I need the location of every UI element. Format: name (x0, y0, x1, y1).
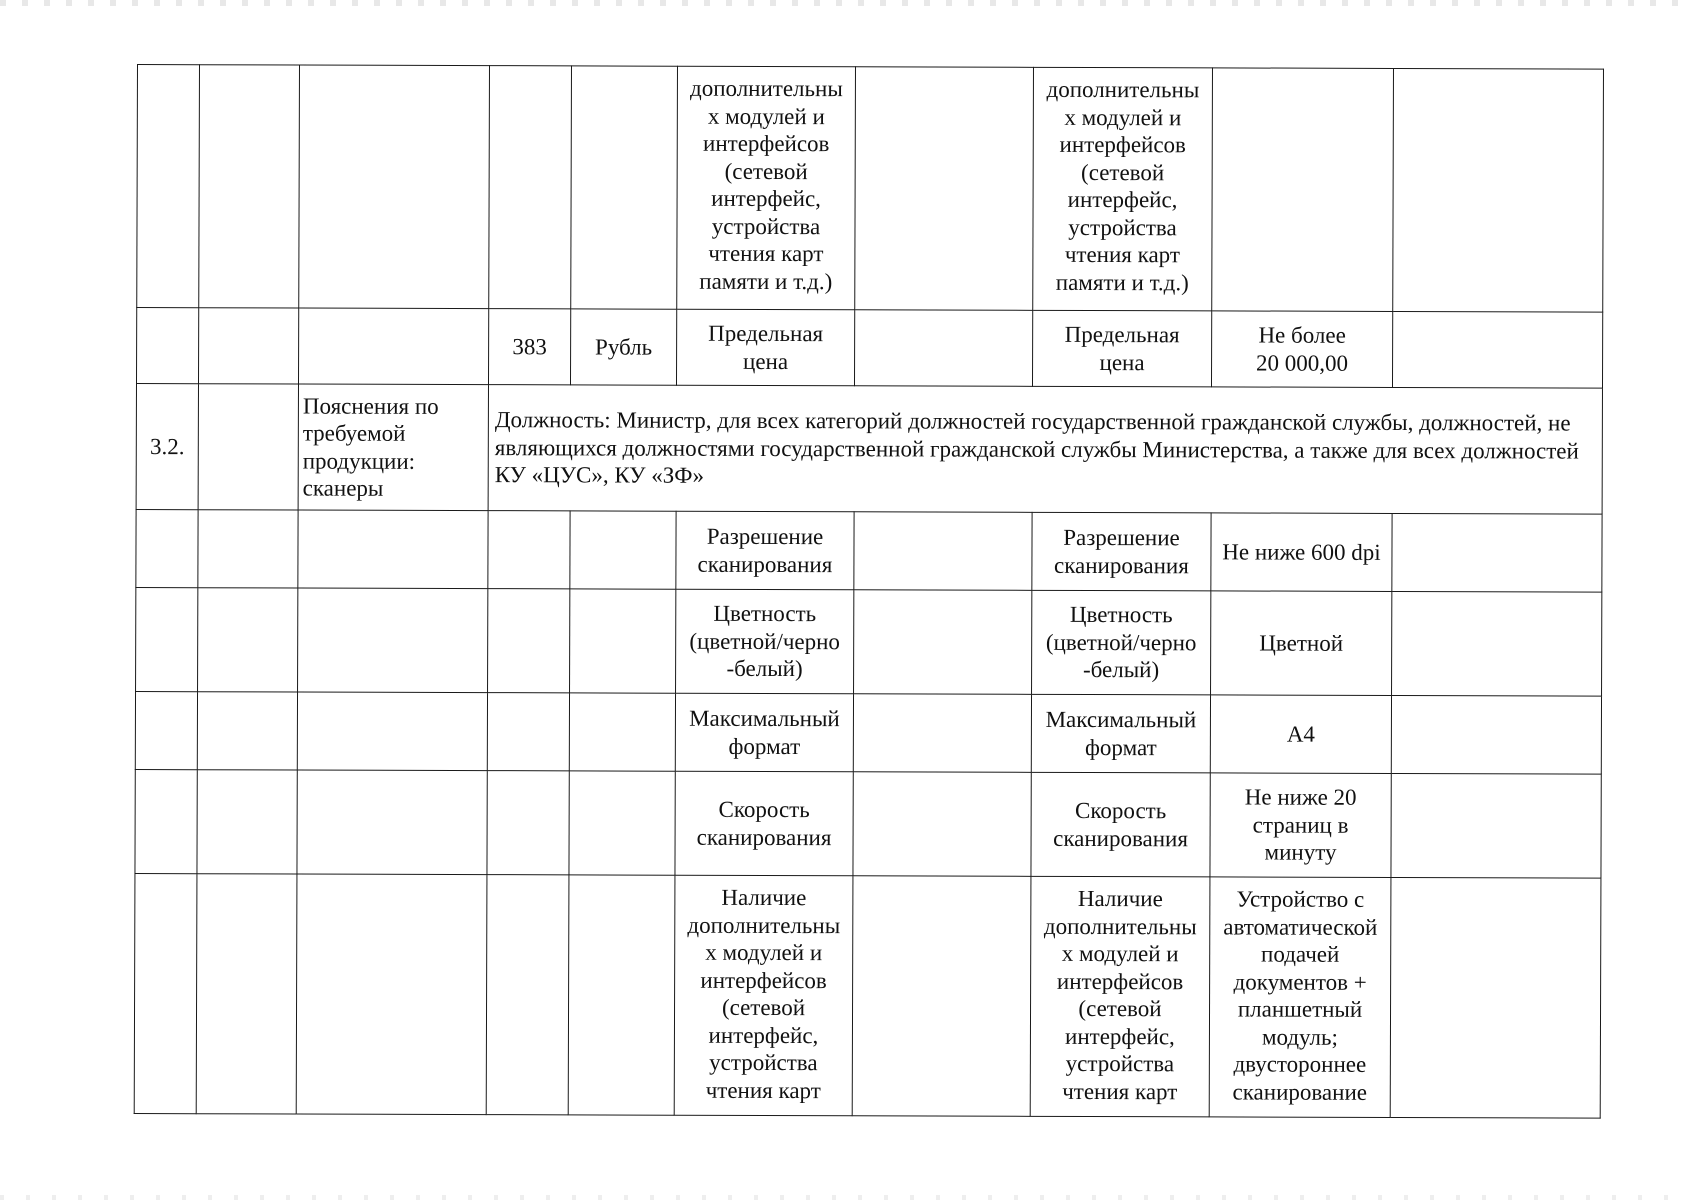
cell-value (1212, 68, 1394, 312)
cell-characteristic: Разрешение сканирования (676, 511, 854, 590)
cell-value-approved (853, 694, 1031, 773)
cell-characteristic-2: Максимальный формат (1031, 694, 1210, 773)
cell-okei-unit (568, 875, 675, 1115)
cell-name (297, 770, 487, 875)
cell-characteristic: Наличие дополнительны х модулей и интерфейсов (сетевой интерфейс, устройства чтения карт (674, 875, 853, 1116)
cell-number (137, 65, 200, 308)
table-row-continuation (137, 65, 1604, 313)
cell-characteristic-2: Цветность (цветной/черно -белый) (1032, 590, 1211, 695)
table-row-modules (134, 873, 1601, 1118)
cell-value: А4 (1210, 695, 1391, 774)
cell-characteristic-2: дополнительны х модулей и интерфейсов (сетевой интерфейс, устройства чтения карт памяти и т.д.) (1033, 67, 1213, 311)
cell-value-approved (853, 772, 1031, 877)
table-row-format (135, 691, 1601, 774)
cell-value: Не ниже 600 dpi (1211, 513, 1392, 592)
cell-justification (1393, 68, 1604, 312)
cell-number (134, 873, 197, 1113)
table-row-price (136, 308, 1602, 389)
cell-justification (1391, 773, 1601, 878)
cell-characteristic: Максимальный формат (675, 693, 853, 772)
cell-okei-code (489, 66, 572, 309)
cell-okei-code: 383 (488, 309, 570, 385)
cell-value-approved (855, 67, 1034, 311)
cell-okei-unit (571, 66, 678, 309)
cell-characteristic-2: Предельная цена (1032, 310, 1211, 387)
cell-code (196, 874, 297, 1114)
scan-artifact-top (0, 0, 1686, 6)
section-label: Пояснения по требуемой продукции: сканеры (298, 384, 488, 511)
cell-value: Цветной (1211, 591, 1392, 696)
table-row-color (136, 587, 1602, 696)
cell-justification (1392, 513, 1602, 592)
cell-justification (1390, 877, 1601, 1118)
cell-okei-code (487, 771, 569, 875)
cell-okei-code (487, 693, 569, 771)
cell-code (198, 308, 298, 384)
cell-value-approved (854, 512, 1032, 591)
cell-name (297, 692, 487, 771)
cell-code (198, 384, 298, 510)
table-row-section (136, 384, 1602, 515)
cell-okei-unit (570, 511, 676, 589)
cell-name (299, 65, 490, 309)
cell-name (298, 510, 488, 589)
cell-number (136, 509, 198, 587)
cell-value-approved (852, 876, 1031, 1117)
cell-code (199, 65, 300, 308)
table-row-resolution (136, 509, 1602, 592)
cell-characteristic-2: Разрешение сканирования (1032, 512, 1211, 591)
cell-characteristic-2: Наличие дополнительны х модулей и интерфейсов (сетевой интерфейс, устройства чтения карт (1030, 876, 1210, 1117)
cell-okei-unit (569, 693, 675, 771)
cell-characteristic: Предельная цена (676, 309, 854, 386)
cell-okei-code (486, 875, 569, 1115)
cell-okei-unit (570, 589, 676, 693)
cell-characteristic-2: Скорость сканирования (1031, 772, 1210, 877)
cell-code (198, 588, 298, 692)
cell-okei-code (488, 589, 570, 693)
table-row-speed (135, 769, 1601, 878)
cell-number (135, 769, 197, 873)
specification-table (134, 64, 1604, 1119)
cell-justification (1392, 311, 1602, 388)
cell-number (135, 691, 197, 769)
cell-code (198, 510, 298, 588)
cell-okei-unit: Рубль (570, 309, 676, 385)
cell-name (298, 588, 488, 693)
cell-characteristic: Скорость сканирования (675, 771, 853, 876)
cell-name (296, 874, 487, 1115)
cell-okei-unit (569, 771, 675, 875)
cell-justification (1391, 695, 1601, 774)
cell-characteristic: Цветность (цветной/черно -белый) (676, 589, 854, 694)
scan-artifact-bottom (0, 1195, 1686, 1200)
section-number: 3.2. (136, 384, 198, 510)
cell-code (197, 692, 297, 770)
cell-value: Не более 20 000,00 (1211, 311, 1392, 388)
cell-okei-code (488, 511, 570, 589)
cell-code (197, 770, 297, 874)
cell-value: Не ниже 20 страниц в минуту (1210, 773, 1391, 878)
cell-value-approved (854, 310, 1032, 387)
section-description: Должность: Министр, для всех категорий должностей государственной гражданской службы, должностей, не являющихся должностями государственной гражданской службы Министерства, а также для всех должностей КУ «ЦУС», КУ «ЗФ» (488, 385, 1602, 514)
cell-characteristic: дополнительны х модулей и интерфейсов (сетевой интерфейс, устройства чтения карт памяти и т.д.) (677, 66, 856, 310)
cell-name (298, 308, 488, 385)
cell-justification (1392, 591, 1602, 696)
cell-number (136, 587, 198, 691)
cell-number (136, 308, 198, 384)
cell-value: Устройство с автоматической подачей документов + планшетный модуль; двустороннее сканирование (1209, 877, 1391, 1118)
cell-value-approved (854, 590, 1032, 695)
